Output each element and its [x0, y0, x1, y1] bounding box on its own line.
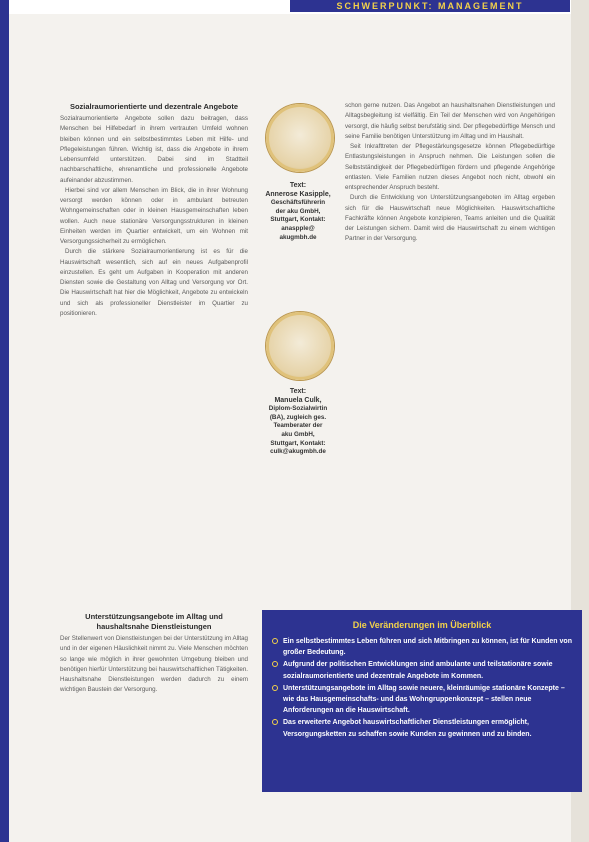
caption-line: (BA), zugleich ges. [269, 413, 327, 421]
circle-bullet-icon [272, 638, 278, 644]
author-caption-2 [261, 388, 335, 457]
circle-bullet-icon [272, 685, 278, 691]
summary-item [272, 683, 574, 717]
author-photo-1 [266, 104, 334, 172]
paragraph: Hierbei sind vor allem Menschen im Blick, die in ihrer Wohnung versorgt werden können oder in ambulant betreuten Wohngemeinschaften oder in kleinen Hausgemeinschaften leben wollen. Auch neue stationäre Versorgungsstrukturen in kleinen Einheiten werden im Quartier entwickelt, um ein Wohnen mit Versorgungssicherheit zu ermöglichen. [60, 186, 248, 245]
section-label: SCHWERPUNKT: MANAGEMENT [290, 0, 570, 12]
paragraph: Sozialraumorientierte Angebote sollen dazu beitragen, dass Menschen bei Hilfebedarf in ihrem vertrauten Umfeld wohnen bleiben können und ein selbstbestimmtes Leben mit Hilfe- und Pflegeleistungen führen. Wichtig ist, dass die Angebote in ihrem Lebensumfeld unterstützen. Dabei sind im Stadtteil nachbarschaftliche, ehrenamtliche und professionelle Angebote aufeinander abzustimmen. [60, 115, 248, 184]
subheading-unterstuetzung: Unterstützungsangebote im Alltag und haushaltsnahe Dienstleistungen [85, 612, 223, 631]
caption-line: Stuttgart, Kontakt: [270, 439, 326, 447]
article-column-left [60, 102, 248, 319]
summary-list [272, 636, 574, 741]
caption-line: Diplom-Sozialwirtin [268, 405, 328, 413]
paragraph: Durch die stärkere Sozialraumorientierung ist es für die Hauswirtschaft wesentlich, sich auf ein neues Aufgabenprofil einzustellen. Es geht um Aufgaben in Kooperation mit anderen Diensten sowie die Gestaltung von Alltag und Versorgung vor Ort. Die Hauswirtschaft hat hier die Möglichkeit, Angebote zu entwickeln und sich als professioneller Dienstleister im Quartier zu positionieren. [60, 248, 248, 317]
summary-item-text: Aufgrund der politischen Entwicklungen sind ambulante und teilstationäre sowie sozialraumorientierte und dezentrale Angebote im Kommen. [283, 661, 553, 680]
author-caption-1 [261, 182, 335, 242]
caption-line: anaspple@ [281, 224, 315, 232]
caption-line: culk@akugmbh.de [270, 448, 326, 456]
summary-item-text: Das erweiterte Angebot hauswirtschaftlicher Dienstleistungen ermöglicht, Versorgungsketten zu schaffen sowie Kunden zu gewinnen und zu binden. [283, 719, 532, 738]
circle-bullet-icon [272, 661, 278, 667]
author-photo-2 [266, 312, 334, 380]
article-column-right [345, 101, 555, 245]
caption-label: Text: [289, 388, 307, 395]
paragraph: schon gerne nutzen. Das Angebot an haushaltsnahen Dienstleistungen und Alltagsbegleitung ist vielfältig. Ein Teil der Menschen wird von Angehörigen versorgt, die häufig selbst berufstätig sind. Der pflegebedürftige Mensch und seine Familie benötigen Unterstützung im Alltag und im Haushalt. [345, 102, 555, 140]
summary-item-text: Ein selbstbestimmtes Leben führen und sich Mitbringen zu können, ist für Kunden von großer Bedeutung. [283, 638, 572, 657]
summary-item [272, 717, 574, 739]
caption-line: Teamberater der [273, 422, 323, 430]
paragraph: Der Stellenwert von Dienstleistungen bei der Unterstützung im Alltag und in der eigenen Häuslichkeit nimmt zu. Viele Menschen möchten so lange wie möglich in ihrer gewohnten Umgebung bleiben und benötigen hierfür Unterstützung bei hauswirtschaftlichen Tätigkeiten. Haushaltsnahe Dienstleistungen werden dadurch zu einem wichtigen Baustein der Versorgung. [60, 635, 248, 694]
summary-title: Die Veränderungen im Überblick [352, 620, 492, 630]
paragraph: Seit Inkrafttreten der Pflegestärkungsgesetze können Pflegebedürftige Entlastungsleistungen in Anspruch nehmen. Die Leistungen sollen die Selbstständigkeit der Pflegebedürftigen fördern und pflegende Angehörige entlasten. Viele Familien nutzen dieses Angebot noch nicht, obwohl ein entsprechender Anspruch besteht. [345, 143, 555, 191]
article-column-left-lower [60, 612, 248, 696]
author-name: Annerose Kasipple, [265, 190, 331, 198]
summary-box [262, 610, 582, 792]
summary-item [272, 659, 574, 681]
caption-line: akugmbh.de [279, 233, 317, 241]
circle-bullet-icon [272, 719, 278, 725]
summary-item-text: Unterstützungsangebote im Alltag sowie neuere, kleinräumige stationäre Konzepte – wie das Hausgemeinschafts- und das Wohngruppenkonzept – stellen neue Anforderungen an die Hauswirtschaft. [283, 684, 565, 715]
author-name: Manuela Culk, [274, 396, 322, 404]
subheading-sozialraum: Sozialraumorientierte und dezentrale Angebote [69, 102, 239, 111]
left-color-strip [0, 0, 9, 842]
summary-item [272, 636, 574, 658]
caption-line: der aku GmbH, [275, 207, 321, 215]
caption-line: Stuttgart, Kontakt: [270, 216, 326, 224]
caption-label: Text: [289, 182, 307, 189]
paragraph: Durch die Entwicklung von Unterstützungsangeboten im Alltag ergeben sich für die Hauswirtschaft neue Möglichkeiten. Hauswirtschaftliche Fachkräfte können Angebote konzipieren, Teams anleiten und die Qualität der Leistungen sichern. Damit wird die Hauswirtschaft zu einem wichtigen Partner in der Versorgung. [345, 194, 555, 243]
caption-line: aku GmbH, [281, 430, 315, 438]
caption-line: Geschäftsführerin [270, 199, 326, 207]
